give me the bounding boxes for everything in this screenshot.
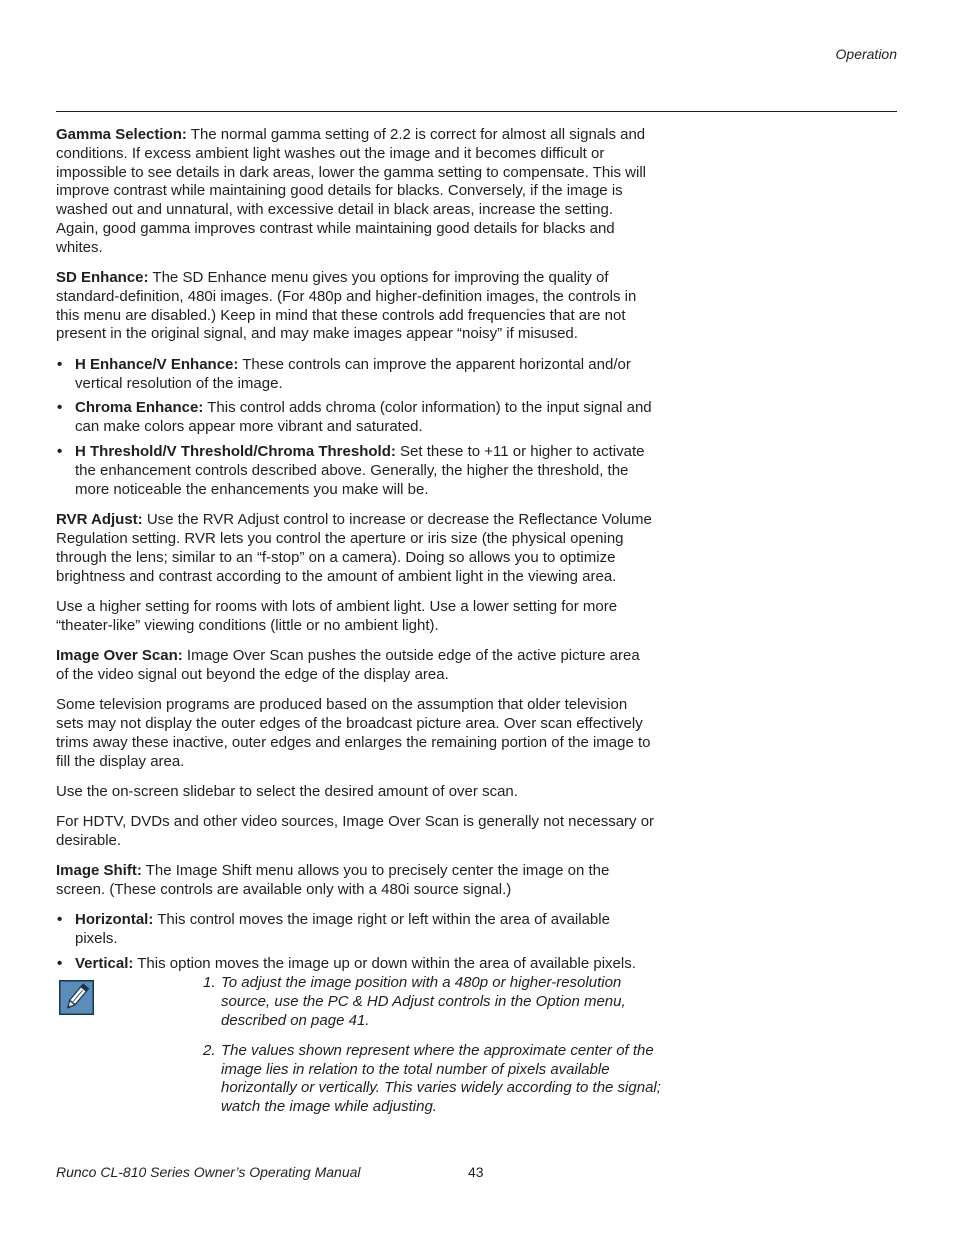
term-vertical: Vertical: bbox=[75, 954, 134, 972]
notes-list bbox=[203, 974, 663, 1129]
sd-enhance-text: The SD Enhance menu gives you options for improving the quality of standard-definition, 480i images. (For 480p and higher-definition images, the controls in this menu are disabled.) Keep in mind that these controls add frequencies that are not present in the original signal, and may make images appear “noisy” if misused. bbox=[56, 269, 637, 343]
bullet: • bbox=[57, 954, 63, 972]
term-sd-enhance: SD Enhance: bbox=[56, 269, 149, 287]
list-item-chroma-enhance bbox=[56, 399, 656, 437]
list-item-h-v-enhance bbox=[56, 356, 656, 394]
list-item-text: This option moves the image up or down within the area of available pixels. bbox=[133, 954, 636, 972]
image-over-scan-text: Image Over Scan pushes the outside edge of the active picture area of the video signal out beyond the edge of the display area. bbox=[56, 647, 640, 683]
term-rvr-adjust: RVR Adjust: bbox=[56, 511, 143, 529]
list-item-text: These controls can improve the apparent horizontal and/or vertical resolution of the image. bbox=[75, 355, 631, 392]
paragraph-over-scan-hdtv: For HDTV, DVDs and other video sources, Image Over Scan is generally not necessary or desirable. bbox=[56, 813, 655, 849]
bullet: • bbox=[57, 399, 63, 417]
list-item-text: Set these to +11 or higher to activate the enhancement controls described above. Generally, the higher the threshold, the more noticeable the enhancements you make will be. bbox=[75, 442, 645, 498]
paragraph-image-shift bbox=[56, 862, 656, 900]
bullet: • bbox=[57, 355, 63, 373]
note-text: The values shown represent where the approximate center of the image lies in relation to the total number of pixels available horizontally or vertically. This varies widely according to the signal; watch the image while adjusting. bbox=[221, 1041, 661, 1116]
term-image-shift: Image Shift: bbox=[56, 862, 142, 880]
paragraph-sd-enhance bbox=[56, 269, 656, 344]
term-gamma-selection: Gamma Selection: bbox=[56, 126, 187, 143]
image-shift-text: The Image Shift menu allows you to precisely center the image on the screen. (These controls are available only with a 480i source signal.) bbox=[56, 862, 610, 899]
bullet: • bbox=[57, 911, 63, 929]
pencil-note-icon bbox=[59, 980, 94, 1015]
term-h-v-enhance: H Enhance/V Enhance: bbox=[75, 355, 239, 373]
paragraph-rvr-usage: Use a higher setting for rooms with lots of ambient light. Use a lower setting for more “theater-like” viewing conditions (little or no ambient light). bbox=[56, 598, 618, 634]
image-shift-list bbox=[56, 911, 656, 973]
note-number: 1. bbox=[203, 974, 216, 991]
note-number: 2. bbox=[203, 1041, 216, 1059]
bullet: • bbox=[57, 442, 63, 460]
running-header: Operation bbox=[835, 46, 897, 62]
list-item-thresholds bbox=[56, 443, 656, 499]
paragraph-image-over-scan bbox=[56, 647, 656, 685]
term-thresholds: H Threshold/V Threshold/Chroma Threshold: bbox=[75, 442, 396, 460]
header-rule bbox=[56, 111, 897, 112]
note-text: To adjust the image position with a 480p or higher-resolution source, use the PC & HD Adjust controls in the Option menu, described on page 41. bbox=[221, 974, 626, 1029]
body-content bbox=[56, 126, 656, 986]
term-image-over-scan: Image Over Scan: bbox=[56, 647, 183, 665]
list-item-text: This control moves the image right or left within the area of available pixels. bbox=[75, 911, 610, 948]
list-item-vertical bbox=[56, 955, 656, 974]
gamma-selection-text: The normal gamma setting of 2.2 is correct for almost all signals and conditions. If excess ambient light washes out the image and it becomes difficult or impossible to see details in dark areas, lower the gamma setting to compensate. This will improve contrast while maintaining good details for blacks. Conversely, if the image is washed out and unnatural, with excessive detail in black areas, increase the setting. Again, good gamma improves contrast while maintaining good details for blacks and whites. bbox=[56, 126, 647, 256]
rvr-adjust-text: Use the RVR Adjust control to increase or decrease the Reflectance Volume Regulation setting. RVR lets you control the aperture or iris size (the physical opening through the lens; similar to an “f-stop” on a camera). Doing so allows you to optimize brightness and contrast according to the amount of ambient light in the viewing area. bbox=[56, 511, 652, 585]
paragraph-over-scan-explanation: Some television programs are produced based on the assumption that older television sets may not display the outer edges of the broadcast picture area. Over scan effectively trims away these inactive, outer edges and enlarges the remaining portion of the image to fill the display area. bbox=[56, 696, 651, 770]
note-item bbox=[203, 1042, 663, 1117]
list-item-text: This control adds chroma (color information) to the input signal and can make colors appear more vibrant and saturated. bbox=[75, 399, 652, 436]
footer-manual-title: Runco CL-810 Series Owner’s Operating Manual bbox=[56, 1164, 361, 1180]
note-item bbox=[203, 974, 663, 1030]
term-horizontal: Horizontal: bbox=[75, 911, 154, 929]
page-number: 43 bbox=[468, 1164, 484, 1180]
paragraph-over-scan-slidebar: Use the on-screen slidebar to select the desired amount of over scan. bbox=[56, 782, 518, 800]
list-item-horizontal bbox=[56, 911, 656, 949]
term-chroma-enhance: Chroma Enhance: bbox=[75, 399, 204, 417]
sd-enhance-list bbox=[56, 356, 656, 500]
paragraph-rvr-adjust bbox=[56, 511, 656, 586]
paragraph-gamma-selection bbox=[56, 126, 656, 258]
